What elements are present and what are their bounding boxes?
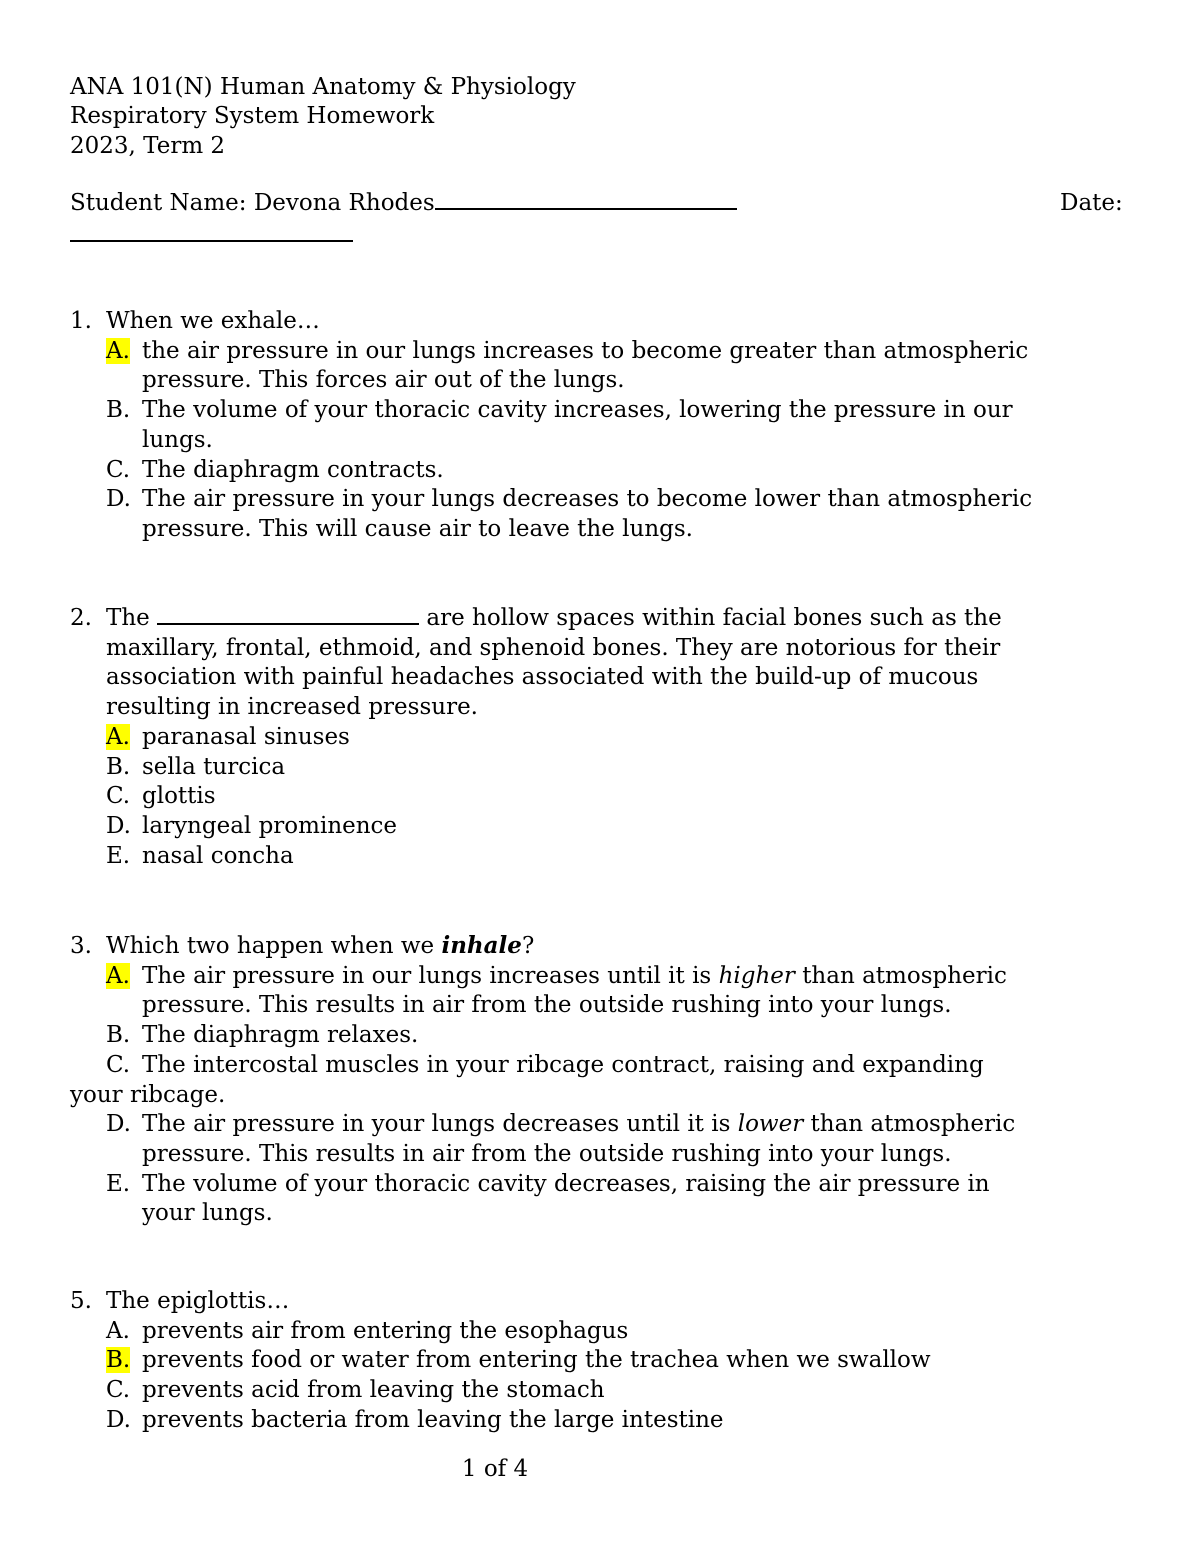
option-b (70, 1021, 1150, 1051)
option-text: The air pressure in your lungs decreases until it is (142, 1111, 731, 1138)
option-text-cont: pressure. This results in air from the outside rushing into your lungs. (142, 1140, 952, 1167)
option-label: D. (106, 486, 131, 513)
option-label: C. (106, 1051, 131, 1078)
question-stem-line: resulting in increased pressure. (106, 694, 478, 721)
option-label: E. (106, 842, 131, 869)
question-stem-line: association with painful headaches associated with the build-up of mucous (106, 664, 979, 691)
option-label: C. (106, 783, 131, 810)
option-c (70, 1376, 1150, 1406)
fill-in-blank (157, 605, 419, 625)
option-text: glottis (142, 783, 216, 810)
option-text: The diaphragm contracts. (142, 456, 444, 483)
option-text: The air pressure in our lungs increases until it is (142, 962, 712, 989)
course-title: ANA 101(N) Human Anatomy & Physiology (70, 74, 576, 100)
option-c (70, 782, 1150, 812)
option-label: C. (106, 1377, 131, 1404)
option-text-cont: your ribcage. (70, 1081, 226, 1108)
option-text-cont: pressure. This forces air out of the lungs. (142, 367, 625, 394)
student-name-line (70, 188, 737, 218)
option-text: The intercostal muscles in your ribcage contract, raising and expanding (142, 1051, 984, 1078)
option-label: D. (106, 1111, 131, 1138)
option-b (70, 1346, 1150, 1376)
option-c (70, 456, 1150, 486)
question-3 (70, 931, 1150, 1229)
question-stem: Which two happen when we (106, 933, 435, 959)
option-text: The air pressure in your lungs decreases to become lower than atmospheric (142, 486, 1033, 513)
option-d (70, 1406, 1150, 1436)
option-label-selected: A. (106, 723, 130, 750)
term-label: 2023, Term 2 (70, 133, 226, 159)
assignment-title: Respiratory System Homework (70, 103, 435, 129)
question-stem: The (106, 605, 150, 631)
option-text: the air pressure in our lungs increases to become greater than atmospheric (142, 337, 1029, 364)
option-text: sella turcica (142, 753, 286, 780)
date-label: Date: (1060, 190, 1123, 216)
option-b (70, 396, 1150, 426)
question-number: 3. (70, 933, 92, 959)
question-stem-emphasis: inhale (441, 932, 522, 959)
option-label: D. (106, 1406, 131, 1433)
option-text: laryngeal prominence (142, 812, 398, 839)
question-number: 5. (70, 1288, 92, 1314)
question-number: 1. (70, 308, 92, 334)
option-label-selected: B. (106, 1347, 131, 1374)
option-d (70, 812, 1150, 842)
option-a (70, 962, 1150, 992)
option-text-cont: pressure. This will cause air to leave the lungs. (142, 515, 693, 542)
option-text: paranasal sinuses (142, 723, 350, 750)
question-stem: When we exhale… (106, 308, 320, 334)
option-text: prevents bacteria from leaving the large intestine (142, 1406, 724, 1433)
option-text: prevents food or water from entering the trachea when we swallow (142, 1347, 931, 1374)
option-label: C. (106, 456, 131, 483)
option-text-end: than atmospheric (802, 962, 1007, 989)
student-name-label: Student Name: Devona Rhodes (70, 190, 435, 216)
option-b (70, 753, 1150, 783)
option-text: prevents air from entering the esophagus (142, 1317, 629, 1344)
question-number: 2. (70, 605, 92, 631)
question-stem-end: ? (521, 933, 535, 959)
option-text-end: than atmospheric (810, 1111, 1016, 1138)
option-e (70, 842, 1150, 872)
option-text-emphasis: lower (737, 1111, 804, 1138)
option-label: E. (106, 1170, 131, 1197)
question-5 (70, 1287, 1150, 1436)
option-text-emphasis: higher (718, 962, 795, 989)
question-stem-line: maxillary, frontal, ethmoid, and sphenoid bones. They are notorious for their (106, 634, 1001, 661)
option-text: nasal concha (142, 842, 294, 869)
question-2 (70, 604, 1150, 871)
option-d (70, 1110, 1150, 1140)
option-label: B. (106, 1022, 131, 1049)
option-text: The volume of your thoracic cavity increases, lowering the pressure in our (142, 397, 1013, 424)
option-text: The diaphragm relaxes. (142, 1022, 419, 1049)
option-text-cont: lungs. (142, 426, 213, 453)
option-label-selected: A. (106, 337, 130, 364)
student-name-blank (435, 190, 737, 210)
option-text: The volume of your thoracic cavity decreases, raising the air pressure in (142, 1170, 990, 1197)
option-d (70, 485, 1150, 515)
option-text-cont: pressure. This results in air from the outside rushing into your lungs. (142, 992, 952, 1019)
option-a (70, 337, 1150, 367)
option-label: B. (106, 753, 131, 780)
option-label: D. (106, 812, 131, 839)
option-label-selected: A. (106, 962, 130, 989)
option-label: B. (106, 397, 131, 424)
question-1 (70, 307, 1150, 545)
option-e (70, 1170, 1150, 1200)
page-number: 1 of 4 (461, 1456, 529, 1482)
option-text: prevents acid from leaving the stomach (142, 1377, 605, 1404)
question-stem: The epiglottis… (106, 1288, 290, 1314)
question-stem-cont: are hollow spaces within facial bones such as the (426, 605, 1002, 631)
option-c (70, 1051, 1150, 1081)
option-text-cont: your lungs. (142, 1200, 273, 1227)
option-label: A. (106, 1317, 130, 1344)
option-a (70, 1317, 1150, 1347)
option-a (70, 723, 1150, 753)
date-blank (70, 240, 353, 242)
